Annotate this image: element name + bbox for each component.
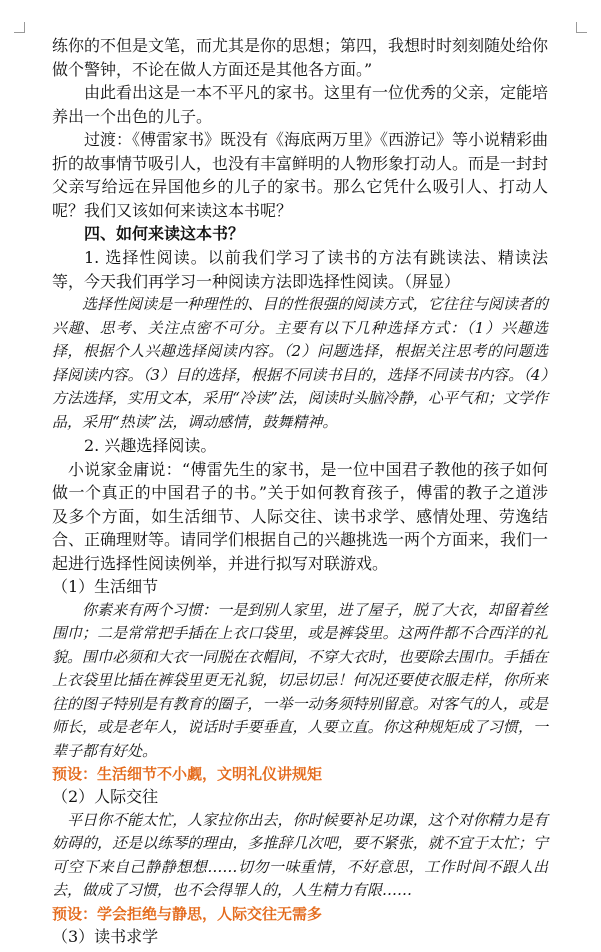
paragraph-selective-reading: 1. 选择性阅读。以前我们学习了读书的方法有跳读法、精读法等，今天我们再学习一种阅读方法即选择性阅读。（屏显） [52, 248, 548, 291]
subheading-life-details: （1）生活细节 [52, 577, 159, 596]
section-heading-how-to-read: 四、如何来读这本书？ [84, 224, 245, 243]
paragraph-summary: 由此看出这是一本不平凡的家书。这里有一位优秀的父亲，定能培养出一个出色的儿子。 [52, 83, 549, 126]
preset-life-details: 预设：生活细节不小觑，文明礼仪讲规矩 [52, 765, 323, 783]
subheading-study: （3）读书求学 [52, 926, 159, 946]
paragraph-jin-yong-quote: 小说家金庸说：“傅雷先生的家书，是一位中国君子教他的孩子如何做一个真正的中国君子的书。”关于如何教育孩子，傅雷的教子之道涉及多个方面，如生活细节、人际交往、读书求学、感情处理、劳逸结合、正确理财等。请同学们根据自己的兴趣挑选一两个方面来，我们一起进行选择性阅读例举，并进行拟写对联游戏。 [52, 459, 549, 573]
paragraph-social-interaction-excerpt: 平日你不能太忙，人家拉你出去，你时候要补足功课，这个对你精力是有妨碍的，还是以练琴的理由，多推辞几次吧，要不紧张，就不宜于太忙；宁可空下来自己静静想想……切勿一味重情，不好意思，工作时间不跟人出去，做成了习惯，也不会得罪人的，人生精力有限…… [52, 810, 548, 899]
paragraph-transition: 过渡：《傅雷家书》既没有《海底两万里》《西游记》等小说精彩曲折的故事情节吸引人，也没有丰富鲜明的人物形象打动人。而是一封封父亲写给远在异国他乡的儿子的家书。那么它凭什么吸引人、打动人呢？我们又该如何来读这本书呢？ [52, 130, 549, 220]
margin-corner-mark-right [576, 22, 587, 33]
paragraph-life-details-excerpt: 你素来有两个习惯：一是到别人家里，进了屋子，脱了大衣，却留着丝围巾；二是常常把手插在上衣口袋里，或是裤袋里。这两件都不合西洋的礼貌。围巾必须和大衣一同脱在衣帽间，不穿大衣时，也要除去围巾。手插在上衣袋里比插在裤袋里更无礼貌，切忌切忌！何况还要使衣服走样，你所来往的图子特别是有教育的圈子，一举一动务须特别留意。对客气的人，或是师长，或是老年人，说话时手要垂直，人要立直。你这种规矩成了习惯，一辈子都有好处。 [52, 600, 548, 760]
preset-social-interaction: 预设：学会拒绝与静思，人际交往无需多 [52, 904, 323, 923]
paragraph-interest-reading: 2. 兴趣选择阅读。 [84, 436, 217, 455]
margin-corner-mark-left [14, 22, 25, 33]
subheading-social-interaction: （2）人际交往 [52, 787, 159, 806]
document-body [52, 34, 548, 948]
paragraph-selective-reading-definition: 选择性阅读是一种理性的、目的性很强的阅读方式，它往往与阅读者的兴趣、思考、关注点密不可分。主要有以下几种选择方式：（1）兴趣选择，根据个人兴趣选择阅读内容。（2）问题选择，根据关注思考的问题选择阅读内容。（3）目的选择，根据不同读书目的，选择不同读书内容。（4）方法选择，实用文本，采用“冷读”法，阅读时头脑冷静，心平气和；文学作品，采用“热读”法，调动感情，鼓舞精神。 [52, 295, 548, 431]
paragraph-letter-continuation: 练你的不但是文笔，而尤其是你的思想；第四，我想时时刻刻随处给你做个警钟，不论在做人方面还是其他各方面。” [52, 36, 549, 79]
